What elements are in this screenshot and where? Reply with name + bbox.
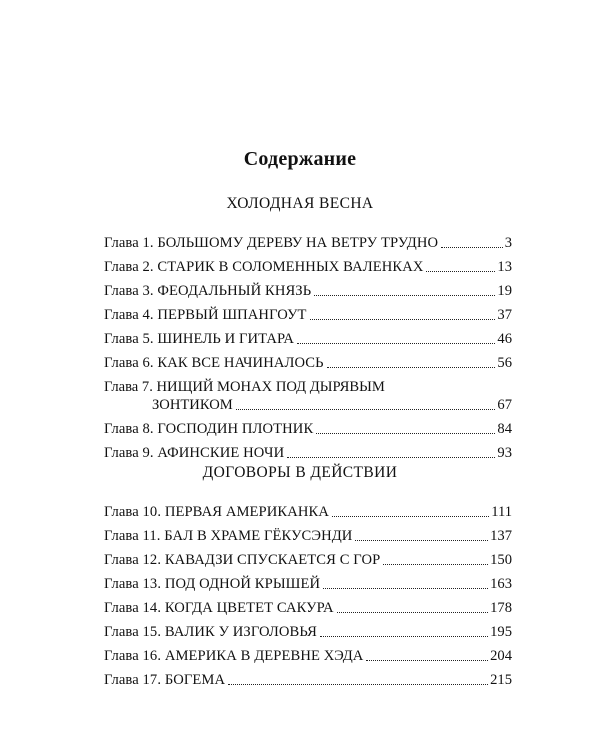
toc-entry — [104, 300, 512, 324]
chapter-title: Глава 2. СТАРИК В СОЛОМЕННЫХ ВАЛЕНКАХ — [104, 259, 424, 275]
chapter-title: Глава 3. ФЕОДАЛЬНЫЙ КНЯЗЬ — [104, 283, 312, 299]
dot-leader — [228, 684, 488, 685]
page-number: 46 — [497, 331, 512, 347]
dot-leader — [323, 588, 488, 589]
page-number: 163 — [490, 576, 512, 592]
dot-leader — [236, 409, 496, 410]
toc-entry — [104, 497, 512, 521]
chapter-title: Глава 16. АМЕРИКА В ДЕРЕВНЕ ХЭДА — [104, 648, 364, 664]
toc-entry — [104, 348, 512, 372]
toc-entry — [104, 414, 512, 438]
chapter-title-continued: ЗОНТИКОМ — [152, 397, 233, 413]
dot-leader — [337, 612, 489, 613]
page-number: 13 — [497, 259, 512, 275]
dot-leader — [297, 343, 495, 344]
chapter-title: Глава 17. БОГЕМА — [104, 672, 226, 688]
dot-leader — [383, 564, 488, 565]
dot-leader — [320, 636, 488, 637]
part-title: ХОЛОДНАЯ ВЕСНА — [226, 195, 374, 212]
toc-entry — [104, 438, 512, 462]
page-number: 19 — [497, 283, 512, 299]
toc-entry — [104, 521, 512, 545]
dot-leader — [287, 457, 495, 458]
chapter-list — [104, 228, 512, 462]
page-number: 67 — [497, 397, 512, 413]
toc-entry — [104, 665, 512, 689]
dot-leader — [366, 660, 488, 661]
toc-entry — [104, 372, 512, 414]
page-number: 215 — [490, 672, 512, 688]
chapter-title: Глава 6. КАК ВСЕ НАЧИНАЛОСЬ — [104, 355, 324, 371]
chapter-title: Глава 13. ПОД ОДНОЙ КРЫШЕЙ — [104, 576, 321, 592]
chapter-title: Глава 8. ГОСПОДИН ПЛОТНИК — [104, 421, 314, 437]
page-number: 3 — [504, 235, 512, 251]
chapter-title: Глава 1. БОЛЬШОМУ ДЕРЕВУ НА ВЕТРУ ТРУДНО — [104, 235, 439, 251]
dot-leader — [310, 319, 496, 320]
chapter-title: Глава 15. ВАЛИК У ИЗГОЛОВЬЯ — [104, 624, 317, 640]
dot-leader — [441, 247, 503, 248]
dot-leader — [426, 271, 495, 272]
chapter-title: Глава 11. БАЛ В ХРАМЕ ГЁКУСЭНДИ — [104, 528, 353, 544]
chapter-title: Глава 9. АФИНСКИЕ НОЧИ — [104, 445, 285, 461]
chapter-title: Глава 7. НИЩИЙ МОНАХ ПОД ДЫРЯВЫМ — [104, 379, 385, 395]
toc-entry — [104, 569, 512, 593]
toc-entry — [104, 252, 512, 276]
page-number: 37 — [497, 307, 512, 323]
chapter-title: Глава 12. КАВАДЗИ СПУСКАЕТСЯ С ГОР — [104, 552, 381, 568]
chapter-title: Глава 4. ПЕРВЫЙ ШПАНГОУТ — [104, 307, 307, 323]
page-number: 150 — [490, 552, 512, 568]
dot-leader — [327, 367, 496, 368]
page-number: 84 — [497, 421, 512, 437]
toc-entry — [104, 276, 512, 300]
toc-entry — [104, 545, 512, 569]
page-number: 93 — [497, 445, 512, 461]
dot-leader — [316, 433, 495, 434]
chapter-title: Глава 10. ПЕРВАЯ АМЕРИКАНКА — [104, 504, 329, 520]
toc-entry — [104, 617, 512, 641]
page-title: Содержание — [243, 148, 357, 170]
chapter-list — [104, 497, 512, 689]
page-number: 204 — [490, 648, 512, 664]
toc-entry — [104, 324, 512, 348]
page-number: 178 — [490, 600, 512, 616]
page-number: 137 — [490, 528, 512, 544]
toc-entry — [104, 593, 512, 617]
toc-entry — [104, 228, 512, 252]
page-number: 111 — [491, 504, 512, 520]
chapter-title: Глава 14. КОГДА ЦВЕТЕТ САКУРА — [104, 600, 334, 616]
dot-leader — [332, 516, 489, 517]
dot-leader — [314, 295, 495, 296]
page-number: 195 — [490, 624, 512, 640]
toc-entry — [104, 641, 512, 665]
chapter-title: Глава 5. ШИНЕЛЬ И ГИТАРА — [104, 331, 295, 347]
page-number: 56 — [497, 355, 512, 371]
part-title: ДОГОВОРЫ В ДЕЙСТВИИ — [202, 464, 398, 481]
dot-leader — [355, 540, 488, 541]
